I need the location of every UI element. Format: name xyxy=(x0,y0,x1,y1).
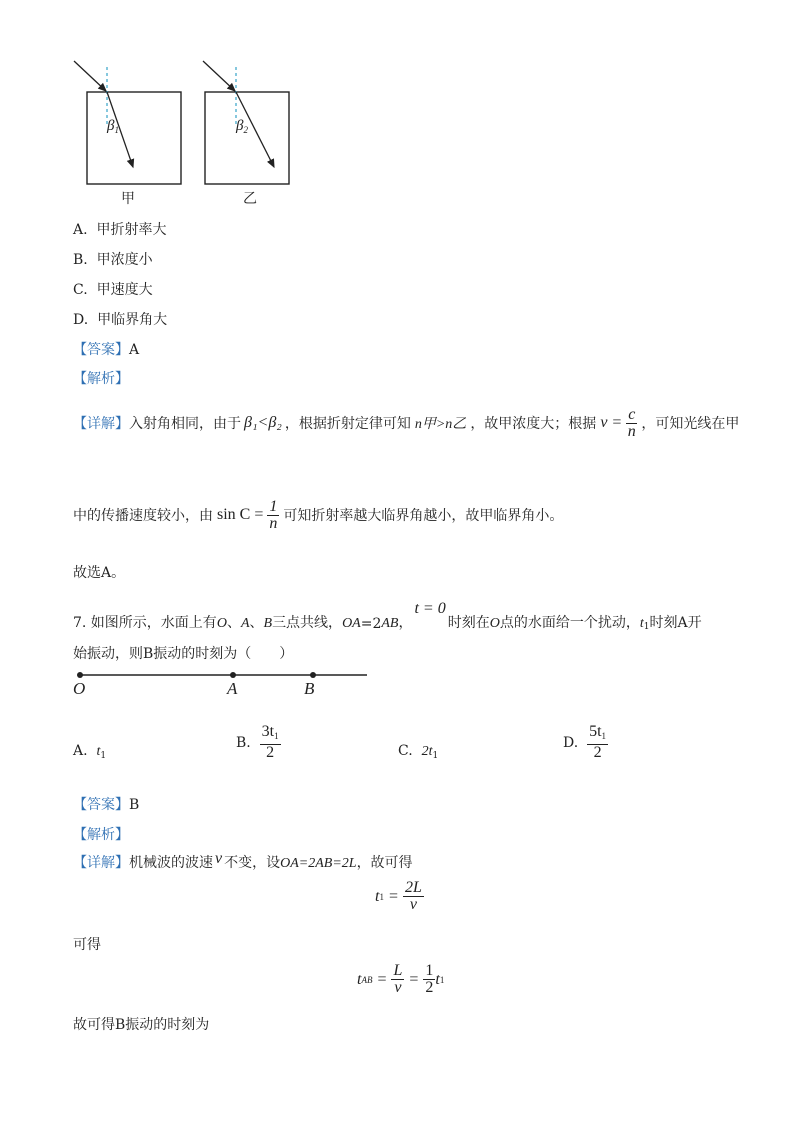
equation-tab: t AB = $\frac{L}{v}$ = $\frac{1}{2}$ t 1 xyxy=(357,962,445,996)
label-yi: 乙 xyxy=(243,191,257,207)
q7-option-d: D. $\frac{5t_1}{2}$ xyxy=(563,723,607,761)
point-b xyxy=(310,672,316,678)
equation-t1: t 1 = $\frac{2L}{v}$ xyxy=(375,879,422,913)
incident-ray-jia xyxy=(74,61,106,91)
beta2-label: $\beta_2$ xyxy=(236,118,248,135)
point-b-label: B xyxy=(304,679,315,698)
point-o xyxy=(77,672,83,678)
final-text: 故可得B振动的时刻为 xyxy=(73,1017,210,1033)
q7-stem-line2: 始振动，则B振动的时刻为（ ） xyxy=(73,646,294,662)
q6-detail-line2: 中的传播速度较小，由 sin C = $\frac{1}{n}$ 可知折射率越大临界角越小，故甲临界角小。 xyxy=(73,497,564,532)
q6-choice: 故选A。 xyxy=(73,565,126,581)
point-o-label: O xyxy=(73,679,86,698)
q7-stem-line1: 7. 如图所示，水面上有 O 、 A 、 B 三点共线， OA =2 AB ， t = 0 时刻在 O 点的水面给一个扰动， t 1 时刻A开 xyxy=(73,600,702,632)
q6-option-c: C. 甲速度大 xyxy=(73,282,153,298)
q7-option-b: B. $\frac{3t_1}{2}$ xyxy=(236,723,279,761)
label-jia: 甲 xyxy=(121,191,135,207)
refraction-figure xyxy=(60,55,320,215)
q7-detail: 【详解】机械波的波速 v 不变，设OA=2AB=2L，故可得 xyxy=(73,850,413,871)
q6-option-d: D. 甲临界角大 xyxy=(73,312,168,328)
q6-option-b: B. 甲浓度小 xyxy=(73,252,153,268)
beta1-label: $\beta_1$ xyxy=(107,118,119,135)
q7-option-c: C. $2t_1$ xyxy=(398,743,439,761)
kede-text: 可得 xyxy=(73,937,101,953)
q6-option-a: A. 甲折射率大 xyxy=(73,222,167,238)
point-a-label: A xyxy=(227,679,238,698)
block-yi xyxy=(205,92,289,184)
block-jia xyxy=(87,92,181,184)
q6-answer: 【答案】A xyxy=(73,342,140,358)
q6-analysis-tag: 【解析】 xyxy=(73,371,129,387)
panel-jia xyxy=(74,61,181,184)
incident-ray-yi xyxy=(203,61,235,91)
q7-line-figure xyxy=(70,665,370,705)
q7-answer: 【答案】B xyxy=(73,797,140,813)
q7-option-a: A. $t_1$ xyxy=(73,743,107,761)
point-a xyxy=(230,672,236,678)
q7-analysis-tag: 【解析】 xyxy=(73,827,129,843)
q6-detail-line1: 【详解】 入射角相同，由于 β₁<β₂ ，根据折射定律可知 n甲>n乙 ，故甲浓度大；根据 v = $\frac{c}{n}$ ，可知光线在甲 xyxy=(73,405,740,440)
